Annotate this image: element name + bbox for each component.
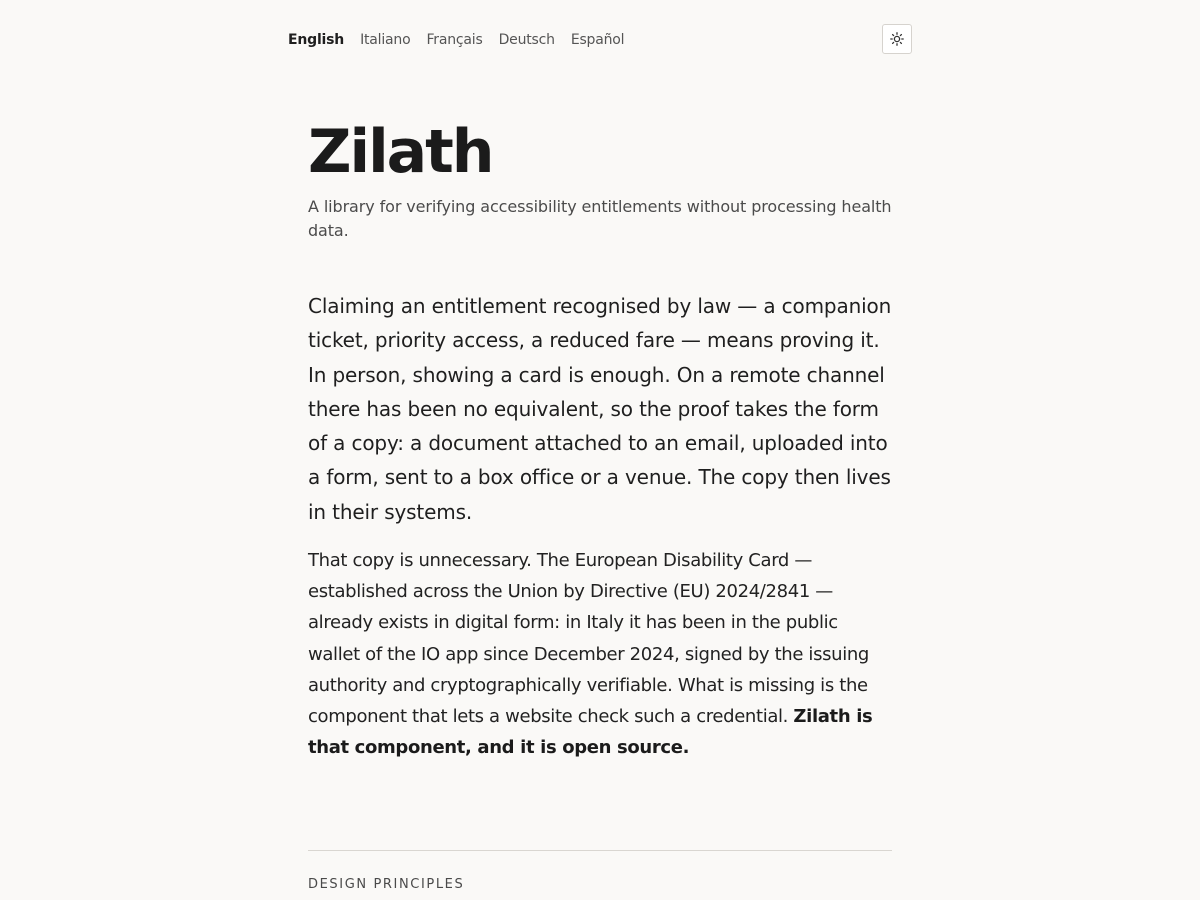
language-link-espanol[interactable]: Español — [570, 32, 625, 48]
body-paragraph — [308, 545, 892, 763]
body-text: That copy is unnecessary. The European Disability Card — established across the Union by Directive (EU) 2024/2841 — already exists in digital form: in Italy it has been in the public wallet of the IO app since December 2024, signed by the issuing authority and cryptographically verifiable. What is missing is the component that lets a website check such a credential. — [308, 550, 869, 728]
sun-icon — [890, 32, 904, 46]
language-link-francais[interactable]: Français — [426, 32, 483, 48]
section-divider — [308, 850, 892, 851]
top-bar — [288, 24, 912, 56]
main-content — [308, 112, 892, 764]
language-link-deutsch[interactable]: Deutsch — [498, 32, 555, 48]
body-emphasis: Zilath is that component, and it is open source. — [308, 706, 873, 759]
theme-toggle-button[interactable] — [882, 24, 912, 54]
page-subtitle: A library for verifying accessibility entitlements without processing health data. — [308, 197, 892, 240]
page-title: Zilath — [308, 117, 493, 187]
section-heading-design-principles: DESIGN PRINCIPLES — [308, 877, 465, 892]
language-switcher — [288, 24, 624, 56]
lead-paragraph: Claiming an entitlement recognised by law — a companion ticket, priority access, a reduced fare — means proving it. In person, showing a card is enough. On a remote channel there has been no equivalent, so the proof takes the form of a copy: a document attached to an email, uploaded into a form, sent to a box office or a venue. The copy then lives in their systems. — [308, 294, 892, 524]
language-link-italiano[interactable]: Italiano — [360, 32, 411, 48]
language-link-english[interactable]: English — [288, 32, 345, 48]
